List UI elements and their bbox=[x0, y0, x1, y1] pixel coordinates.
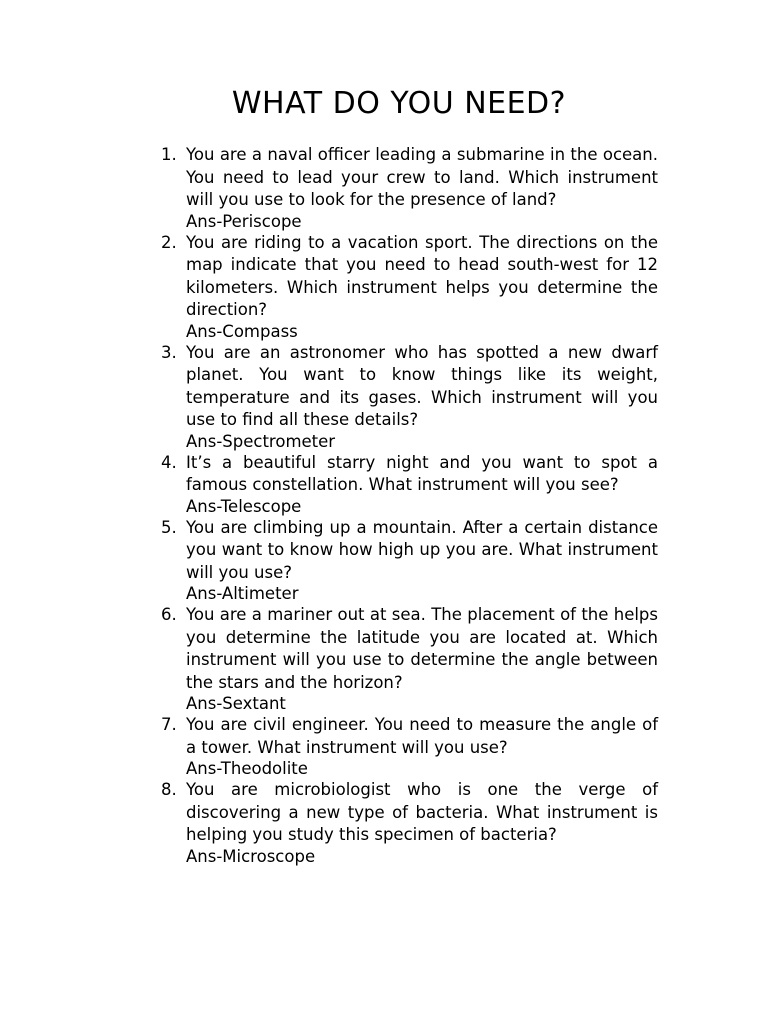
question-text: You are a mariner out at sea. The placement of the helps you determine the latitude you are located at. Which instrument will you use to determine the angle between the stars and the horizon? bbox=[186, 605, 658, 692]
question-text: It’s a beautiful starry night and you want to spot a famous constellation. What instrument will you see? bbox=[186, 452, 658, 494]
question-item-8 bbox=[158, 779, 658, 866]
question-number: 3. bbox=[161, 342, 177, 362]
answer-text: Ans-Theodolite bbox=[186, 759, 308, 778]
question-item-6 bbox=[158, 604, 658, 713]
page-title: WHAT DO YOU NEED? bbox=[231, 86, 567, 121]
question-number: 1. bbox=[161, 145, 177, 164]
question-item-7 bbox=[158, 714, 658, 778]
question-list bbox=[158, 144, 658, 867]
question-number: 6. bbox=[161, 605, 177, 624]
question-text: You are climbing up a mountain. After a certain distance you want to know how high up you are. What instrument will you use? bbox=[186, 517, 658, 582]
answer-text: Ans-Altimeter bbox=[186, 584, 299, 603]
answer-text: Ans-Telescope bbox=[186, 496, 302, 516]
question-item-2 bbox=[158, 232, 658, 341]
answer-text: Ans-Compass bbox=[186, 321, 298, 341]
answer-text: Ans-Microscope bbox=[186, 846, 316, 866]
question-text: You are riding to a vacation sport. The directions on the map indicate that you need to head south-west for 12 kilometers. Which instrument helps you determine the direction? bbox=[186, 232, 658, 319]
answer-text: Ans-Periscope bbox=[186, 211, 302, 231]
question-text: You are microbiologist who is one the verge of discovering a new type of bacteria. What instrument is helping you study this specimen of bacteria? bbox=[186, 780, 658, 844]
question-number: 4. bbox=[161, 452, 177, 472]
question-text: You are civil engineer. You need to measure the angle of a tower. What instrument will you use? bbox=[186, 715, 658, 757]
question-item-4 bbox=[158, 452, 658, 516]
question-number: 7. bbox=[161, 715, 177, 734]
question-number: 8. bbox=[161, 780, 177, 799]
question-text: You are a naval officer leading a submarine in the ocean. You need to lead your crew to land. Which instrument will you use to look for the presence of land? bbox=[186, 145, 658, 209]
question-item-1 bbox=[158, 144, 658, 231]
answer-text: Ans-Spectrometer bbox=[186, 431, 336, 451]
question-item-5 bbox=[158, 517, 658, 604]
answer-text: Ans-Sextant bbox=[186, 694, 286, 713]
question-text: You are an astronomer who has spotted a new dwarf planet. You want to know things like its weight, temperature and its gases. Which instrument will you use to find all these details? bbox=[186, 342, 658, 429]
question-item-3 bbox=[158, 342, 658, 451]
question-number: 5. bbox=[161, 517, 177, 537]
question-number: 2. bbox=[161, 232, 177, 252]
